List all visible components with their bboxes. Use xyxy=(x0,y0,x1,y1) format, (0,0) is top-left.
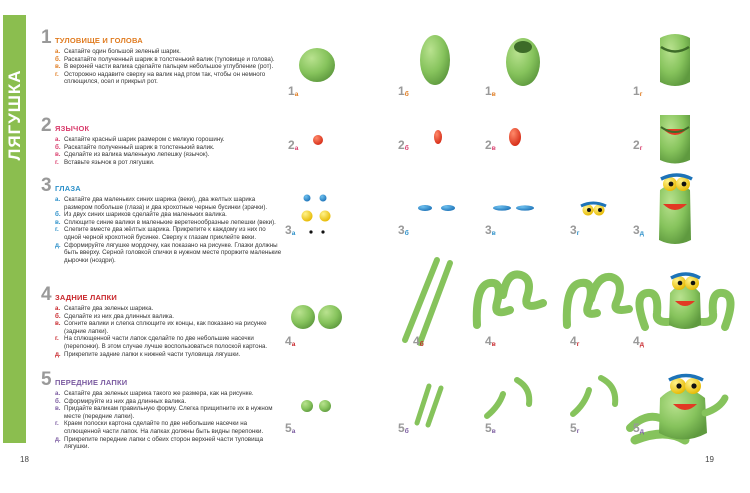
step-item xyxy=(55,226,283,241)
legs-webbed xyxy=(567,277,629,325)
step-text: Скатайте два зеленых шарика такого же размера, как на рисунке. xyxy=(64,390,254,397)
label-number: 3 xyxy=(633,223,640,237)
step-letter: в. xyxy=(55,63,61,71)
step-label xyxy=(633,223,644,237)
section-title: ТУЛОВИЩЕ И ГОЛОВА xyxy=(55,36,143,45)
step1-illustrations xyxy=(285,20,750,105)
step-text: Слепите вместе два жёлтых шарика. Прикрепите к каждому из них по одной черной крохотной бусинке. Сверху к глазам приклейте веки. xyxy=(64,226,266,241)
step-text: Раскатайте полученный шарик в толстенький валик. xyxy=(64,143,215,151)
step-label xyxy=(288,84,298,98)
step-label xyxy=(285,223,295,237)
step-item xyxy=(55,390,283,398)
step-text: Вставьте язычок в рот лягушки. xyxy=(64,158,155,166)
steps-list xyxy=(41,390,283,451)
step-label xyxy=(485,334,496,348)
label-letter: д xyxy=(639,428,644,435)
label-letter: а xyxy=(291,428,296,435)
label-letter: д xyxy=(639,341,644,348)
step-text: Краем полоски картона сделайте по две небольшие насечки на сплющенной части лапок. На лапках должны быть видны перепонки. xyxy=(64,420,264,435)
label-number: 3 xyxy=(285,223,292,237)
label-number: 2 xyxy=(288,138,295,152)
section-3 xyxy=(41,175,283,264)
step-item xyxy=(55,56,283,64)
step-item xyxy=(55,420,283,435)
step-item xyxy=(55,398,283,406)
label-letter: в xyxy=(491,230,496,237)
step2-illustrations xyxy=(285,115,750,170)
label-letter: г xyxy=(576,428,580,435)
label-letter: а xyxy=(294,145,299,152)
step-item xyxy=(55,151,283,159)
step-letter: б. xyxy=(55,211,61,219)
label-letter: в xyxy=(491,145,496,152)
step-letter: б. xyxy=(55,312,61,320)
step-letter: г. xyxy=(55,226,59,234)
label-letter: г xyxy=(576,341,580,348)
label-letter: б xyxy=(419,341,424,348)
section-header xyxy=(41,369,283,390)
step-label xyxy=(398,223,409,237)
label-number: 1 xyxy=(485,84,492,98)
label-number: 2 xyxy=(633,138,640,152)
green-roll-mouth xyxy=(506,38,540,86)
blue-lids xyxy=(493,205,534,210)
step-text: В верхней части валика сделайте пальцем небольшое углубление (рот). xyxy=(64,63,274,71)
step-label xyxy=(485,421,496,435)
step-item xyxy=(55,305,283,313)
section-number: 2 xyxy=(41,115,52,136)
step-item xyxy=(55,335,283,350)
step-item xyxy=(55,196,283,211)
step-label xyxy=(398,138,409,152)
step-text: Прикрепите задние лапки к нижней части туловища лягушки. xyxy=(64,350,241,358)
step-letter: д. xyxy=(55,435,61,443)
frog-head xyxy=(659,175,692,244)
label-number: 3 xyxy=(398,223,405,237)
step-letter: в. xyxy=(55,151,61,159)
label-number: 1 xyxy=(633,84,640,98)
label-letter: г xyxy=(639,91,643,98)
green-roll xyxy=(420,35,450,85)
finished-frog xyxy=(630,376,725,441)
page-title: ЛЯГУШКА xyxy=(4,69,24,161)
step-text: Скатайте один большой зеленый шарик. xyxy=(64,48,181,55)
label-number: 5 xyxy=(633,421,640,435)
step-item xyxy=(55,320,283,335)
step-item xyxy=(55,211,283,219)
step-letter: г. xyxy=(55,335,59,343)
label-letter: б xyxy=(404,428,409,435)
label-number: 1 xyxy=(288,84,295,98)
step-item xyxy=(55,436,283,451)
section-1 xyxy=(41,27,283,86)
red-ball xyxy=(313,135,323,145)
step-item xyxy=(55,242,283,265)
step-text: На сплющенной части лапок сделайте по две небольшие насечки (перепонки). В этом случае лучше воспользоваться полоской картона. xyxy=(64,335,268,350)
step-letter: а. xyxy=(55,390,61,397)
steps-list xyxy=(41,48,283,86)
step-text: Придайте валикам правильную форму. Слегка прищипните их в нужном месте (передние лапки). xyxy=(64,405,273,420)
step-letter: г. xyxy=(55,420,59,428)
label-letter: в xyxy=(491,91,496,98)
step-label xyxy=(288,138,298,152)
label-number: 4 xyxy=(570,334,577,348)
eyes-assembled xyxy=(581,203,606,216)
step4-illustrations xyxy=(285,255,750,355)
section-title: ЯЗЫЧОК xyxy=(55,124,90,133)
label-number: 4 xyxy=(285,334,292,348)
step-item xyxy=(55,136,283,144)
section-number: 3 xyxy=(41,175,52,196)
step-letter: д. xyxy=(55,241,61,249)
section-number: 4 xyxy=(41,284,52,305)
label-letter: д xyxy=(639,230,644,237)
two-short-rolls xyxy=(417,386,441,425)
section-header xyxy=(41,27,283,48)
step-label xyxy=(570,334,579,348)
label-number: 4 xyxy=(633,334,640,348)
step-text: Осторожно надавите сверху на валик над ртом так, чтобы он немного сплющился, осел и прикрыл рот. xyxy=(64,70,266,86)
section-header xyxy=(41,115,283,136)
shaped-front-legs xyxy=(487,380,529,416)
label-number: 2 xyxy=(398,138,405,152)
step-item xyxy=(55,144,283,152)
step-letter: в. xyxy=(55,218,61,226)
section-2 xyxy=(41,115,283,166)
green-body-mouth xyxy=(660,34,690,86)
step3-illustrations xyxy=(285,170,750,250)
step-letter: а. xyxy=(55,48,61,55)
label-number: 4 xyxy=(413,334,420,348)
label-number: 3 xyxy=(570,223,577,237)
step-text: Сформируйте из них два длинных валика. xyxy=(64,397,187,405)
label-letter: г xyxy=(576,230,580,237)
section-5 xyxy=(41,369,283,451)
label-number: 5 xyxy=(570,421,577,435)
step-letter: а. xyxy=(55,196,61,203)
step-text: Сделайте из них два длинных валика. xyxy=(64,312,174,320)
step-text: Раскатайте полученный шарик в толстенький валик (туловище и голова). xyxy=(64,55,275,63)
step-item xyxy=(55,313,283,321)
label-letter: а xyxy=(291,341,296,348)
frog-tongue xyxy=(660,115,690,164)
label-number: 5 xyxy=(285,421,292,435)
page-number-right: 19 xyxy=(705,455,714,464)
step-label xyxy=(633,84,642,98)
red-roll xyxy=(434,130,442,144)
label-letter: а xyxy=(294,91,299,98)
step-label xyxy=(485,223,496,237)
step-item xyxy=(55,63,283,71)
step-label xyxy=(633,334,644,348)
step-letter: б. xyxy=(55,143,61,151)
step-item xyxy=(55,405,283,420)
label-letter: в xyxy=(491,341,496,348)
step-letter: б. xyxy=(55,397,61,405)
step-text: Из двух синих шариков сделайте два маленьких валика. xyxy=(64,211,227,219)
section-header xyxy=(41,175,283,196)
label-number: 5 xyxy=(398,421,405,435)
step-item xyxy=(55,351,283,359)
label-letter: а xyxy=(291,230,296,237)
bent-legs xyxy=(477,274,543,325)
blue-rolls xyxy=(418,205,455,211)
front-legs-webbed xyxy=(573,378,615,414)
step-text: Сплющите синие валики в маленькие веретенообразные лепешки (веки). xyxy=(64,218,276,226)
label-letter: в xyxy=(491,428,496,435)
label-letter: г xyxy=(639,145,643,152)
step-label xyxy=(485,84,496,98)
step-label xyxy=(633,138,642,152)
label-number: 4 xyxy=(485,334,492,348)
step-label xyxy=(285,421,295,435)
section-header xyxy=(41,284,283,305)
label-number: 1 xyxy=(398,84,405,98)
two-green-balls xyxy=(291,305,342,329)
step-item xyxy=(55,71,283,86)
frog-with-hind-legs xyxy=(639,274,730,329)
step-letter: г. xyxy=(55,70,59,78)
step-label xyxy=(485,138,496,152)
step-label xyxy=(570,223,579,237)
label-number: 5 xyxy=(485,421,492,435)
section-title: ЗАДНИЕ ЛАПКИ xyxy=(55,293,117,302)
label-number: 2 xyxy=(485,138,492,152)
step-letter: д. xyxy=(55,350,61,358)
step-text: Скатайте два маленьких синих шарика (веки), два желтых шарика размером побольше (глаза) и два крохотные черные бусинки (зрачки). xyxy=(64,196,268,211)
sidebar-band xyxy=(3,15,26,443)
section-4 xyxy=(41,284,283,358)
section-number: 1 xyxy=(41,27,52,48)
step-text: Прикрепите передние лапки с обеих сторон верхней части туловища лягушки. xyxy=(64,435,264,451)
step-item xyxy=(55,159,283,167)
step-text: Скатайте два зеленых шарика. xyxy=(64,305,154,312)
two-small-balls xyxy=(301,400,331,412)
step-letter: в. xyxy=(55,405,61,413)
step-letter: а. xyxy=(55,136,61,143)
step-letter: б. xyxy=(55,55,61,63)
sidebar-title xyxy=(3,15,26,443)
step-label xyxy=(398,421,409,435)
eye-parts xyxy=(302,195,331,234)
green-ball xyxy=(299,48,335,82)
steps-list xyxy=(41,196,283,264)
step-text: Сделайте из валика маленькую лепешку (язычок). xyxy=(64,151,210,159)
step-text: Согните валики и слегка сплющите их концы, как показано на рисунке (задние лапки). xyxy=(64,320,267,335)
step-label xyxy=(570,421,579,435)
step-item xyxy=(55,48,283,56)
step-text: Скатайте красный шарик размером с мелкую горошину. xyxy=(64,136,225,143)
step-letter: г. xyxy=(55,158,59,166)
section-title: ГЛАЗА xyxy=(55,184,81,193)
step-label xyxy=(398,84,409,98)
step5-illustrations xyxy=(285,368,750,453)
step-label xyxy=(633,421,644,435)
step-item xyxy=(55,219,283,227)
label-letter: б xyxy=(404,230,409,237)
step-letter: в. xyxy=(55,320,61,328)
two-long-rolls xyxy=(405,260,450,343)
red-tongue xyxy=(509,128,521,146)
label-letter: б xyxy=(404,145,409,152)
step-label xyxy=(413,334,424,348)
steps-list xyxy=(41,136,283,166)
label-number: 3 xyxy=(485,223,492,237)
section-number: 5 xyxy=(41,369,52,390)
step-label xyxy=(285,334,295,348)
step-text: Сформируйте лягушке мордочку, как показано на рисунке. Глазки должны быть вверху. Серной головкой спички в нужном месте проржите маленькие дырочки (ноздри). xyxy=(64,241,282,264)
page-number-left: 18 xyxy=(20,455,29,464)
section-title: ПЕРЕДНИЕ ЛАПКИ xyxy=(55,378,128,387)
step-letter: а. xyxy=(55,305,61,312)
label-letter: б xyxy=(404,91,409,98)
steps-list xyxy=(41,305,283,358)
